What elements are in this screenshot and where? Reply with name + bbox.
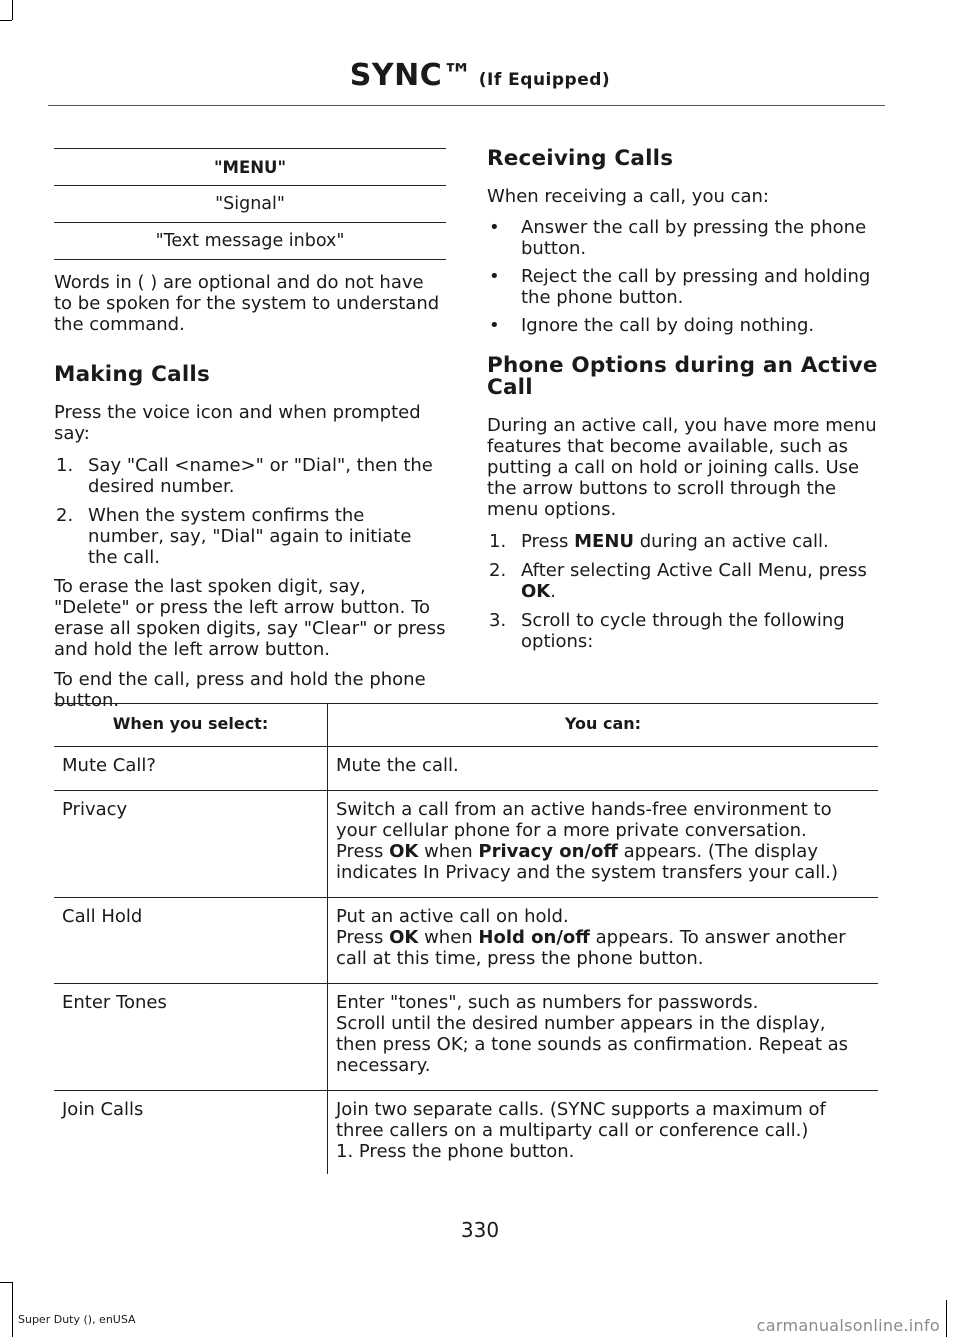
list-item: • Ignore the call by doing nothing. — [489, 315, 815, 336]
menu-table-cell: "Signal" — [54, 186, 446, 223]
table-row: Join Calls Join two separate calls. (SYNC supports a maximum of three callers on a multiparty call or conference call.) 1. Press the phone button. — [54, 1091, 878, 1175]
phone-options-heading: Phone Options during an Active Call — [487, 353, 878, 400]
page-number: 330 — [460, 1218, 500, 1242]
table-row — [54, 186, 446, 223]
crop-mark-top-left-v — [12, 0, 13, 20]
active-call-options-table — [54, 703, 878, 1174]
list-item: 2. When the system confirms the number, say, "Dial" again to initiate the call. — [56, 505, 412, 568]
making-calls-heading: Making Calls — [54, 362, 210, 387]
list-item: 2. After selecting Active Call Menu, press OK. — [489, 560, 867, 602]
list-item: 3. Scroll to cycle through the following options: — [489, 610, 845, 652]
table-row: Mute Call? Mute the call. — [54, 747, 878, 791]
column-header-you-can: You can: — [328, 704, 879, 747]
menu-table-header: "MENU" — [54, 149, 446, 186]
watermark-text: carmanualsonline.info — [756, 1316, 940, 1335]
phone-options-intro: During an active call, you have more menu features that become available, such as putting a call on hold or joining calls. Use the arrow buttons to scroll through the menu options. — [487, 415, 877, 520]
crop-mark-top-left-h — [0, 20, 12, 21]
left-column — [54, 148, 446, 711]
crop-mark-bottom-right-v — [946, 1300, 947, 1337]
list-item: • Answer the call by pressing the phone button. — [489, 217, 867, 259]
table-header-row — [54, 704, 878, 747]
crop-mark-bottom-left-v — [12, 1282, 13, 1337]
table-row — [54, 223, 446, 260]
table-row: Privacy Switch a call from an active hands-free environment to your cellular phone for a more private conversation. Press OK when Privacy on/off appears. (The display indicates In Privacy and the system transfers your call.) — [54, 791, 878, 898]
making-calls-intro: Press the voice icon and when prompted say: — [54, 402, 421, 444]
receiving-calls-heading: Receiving Calls — [487, 146, 674, 171]
list-item: • Reject the call by pressing and holding the phone button. — [489, 266, 871, 308]
receiving-calls-intro: When receiving a call, you can: — [487, 186, 769, 207]
crop-mark-bottom-left-h — [0, 1282, 12, 1283]
header-title: SYNC™ — [349, 58, 473, 93]
menu-commands-table — [54, 148, 446, 260]
table-row: Enter Tones Enter "tones", such as numbers for passwords. Scroll until the desired number appears in the display, then press OK; a tone sounds as confirmation. Repeat as necessary. — [54, 984, 878, 1091]
list-item: 1. Press MENU during an active call. — [489, 531, 829, 552]
header-subtitle: (If Equipped) — [478, 70, 611, 90]
list-item: 1. Say "Call <name>" or "Dial", then the desired number. — [56, 455, 433, 497]
optional-words-note: Words in ( ) are optional and do not have to be spoken for the system to understand the command. — [54, 272, 440, 335]
table-row: Call Hold Put an active call on hold. Press OK when Hold on/off appears. To answer another call at this time, press the phone button. — [54, 898, 878, 984]
table-row — [54, 149, 446, 186]
end-call-text: To end the call, press and hold the phone button. — [54, 669, 426, 711]
footer-text: Super Duty (), enUSA — [18, 1313, 136, 1326]
menu-table-cell: "Text message inbox" — [54, 223, 446, 260]
header-divider — [48, 105, 885, 106]
column-header-select: When you select: — [54, 704, 328, 747]
erase-digits-text: To erase the last spoken digit, say, "Delete" or press the left arrow button. To erase all spoken digits, say "Clear" or press and hold the left arrow button. — [54, 576, 446, 660]
page-header — [0, 58, 960, 93]
right-column — [487, 148, 879, 652]
